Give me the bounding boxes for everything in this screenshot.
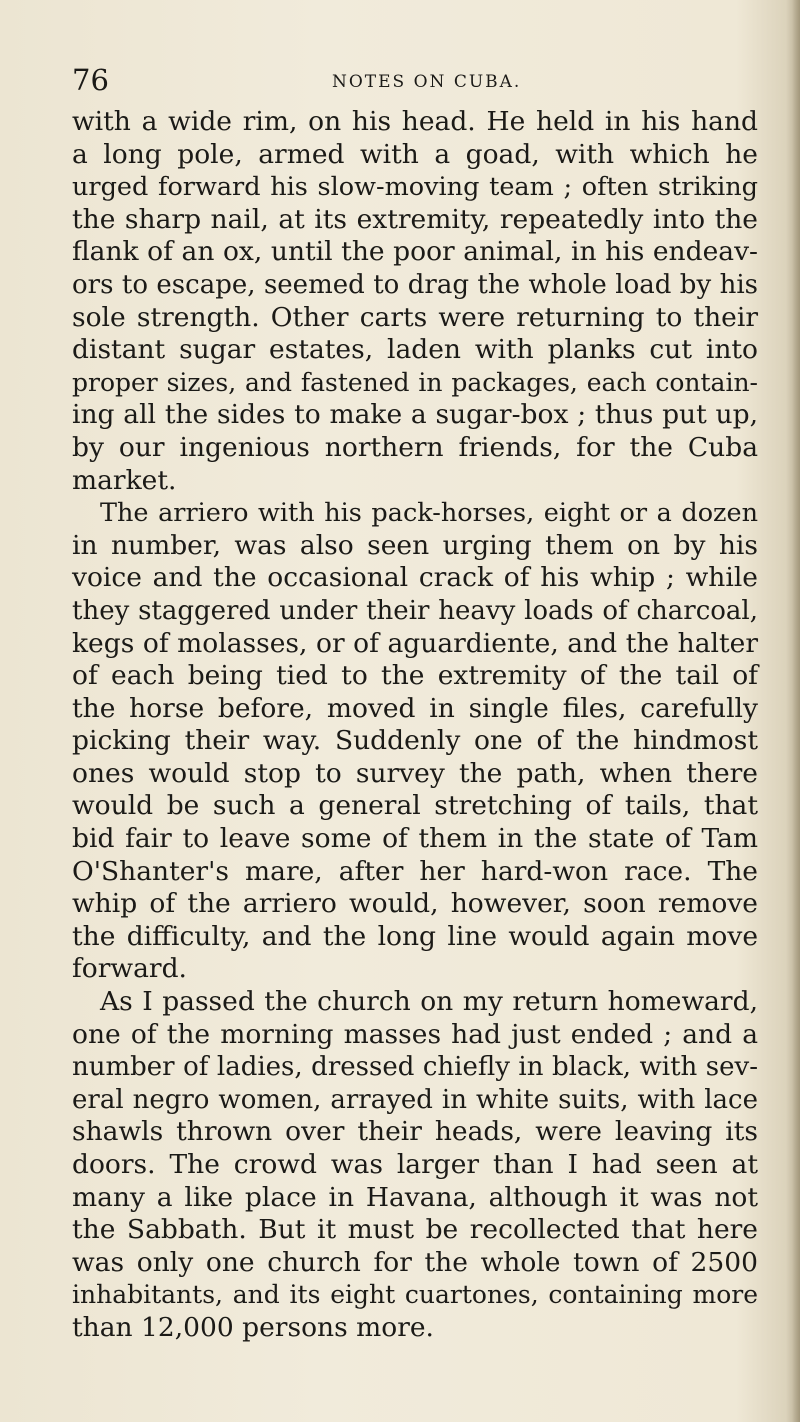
text-line: a long pole, armed with a goad, with which he <box>72 138 758 170</box>
text-line: by our ingenious northern friends, for the Cuba <box>72 431 758 463</box>
text-line: the horse before, moved in single files, carefully <box>72 692 758 724</box>
text-line: sole strength. Other carts were returning to their <box>72 301 758 333</box>
page-edge-shadow <box>786 0 800 1422</box>
text-line: shawls thrown over their heads, were leaving its <box>72 1116 758 1148</box>
text-line: bid fair to leave some of them in the state of Tam <box>72 823 758 855</box>
text-line: than 12,000 persons more. <box>72 1311 434 1343</box>
text-line: market. <box>72 464 177 496</box>
text-line: whip of the arriero would, however, soon remove <box>72 888 758 920</box>
text-line: voice and the occasional crack of his whip ; while <box>72 562 758 594</box>
text-line: forward. <box>72 953 187 985</box>
text-line: in number, was also seen urging them on by his <box>72 529 758 561</box>
text-line: inhabitants, and its eight cuartones, containing more <box>72 1280 758 1310</box>
text-line: ing all the sides to make a sugar-box ; thus put up, <box>72 399 758 431</box>
text-line: they staggered under their heavy loads of charcoal, <box>72 595 758 626</box>
text-line: ones would stop to survey the path, when there <box>72 757 758 789</box>
text-line: urged forward his slow-moving team ; often striking <box>72 172 758 203</box>
text-line: eral negro women, arrayed in white suits, with lace <box>72 1084 758 1115</box>
text-line: the sharp nail, at its extremity, repeatedly into the <box>72 203 758 235</box>
running-title: NOTES ON CUBA. <box>332 72 522 92</box>
text-line: of each being tied to the extremity of the tail of <box>72 660 758 692</box>
text-line: picking their way. Suddenly one of the hindmost <box>72 725 758 757</box>
text-line: flank of an ox, until the poor animal, in his endeav- <box>72 236 758 268</box>
running-head <box>72 64 762 96</box>
text-line: distant sugar estates, laden with planks cut into <box>72 334 758 366</box>
text-line: proper sizes, and fastened in packages, each contain- <box>72 367 758 397</box>
text-line: the difficulty, and the long line would again move <box>72 920 758 952</box>
text-line: kegs of molasses, or of aguardiente, and the halter <box>72 627 758 659</box>
text-line: doors. The crowd was larger than I had seen at <box>72 1149 758 1180</box>
text-line: ors to escape, seemed to drag the whole load by his <box>72 269 758 300</box>
text-line: The arriero with his pack-horses, eight or a dozen <box>100 498 758 529</box>
text-line: many a like place in Havana, although it was not <box>72 1181 758 1213</box>
text-line: O'Shanter's mare, after her hard-won race. The <box>72 855 758 887</box>
text-line: was only one church for the whole town of 2500 <box>72 1246 758 1278</box>
body-text <box>72 106 758 1345</box>
text-line: would be such a general stretching of tails, that <box>72 790 758 822</box>
text-line: number of ladies, dressed chiefly in black, with sev- <box>72 1052 758 1083</box>
text-line: one of the morning masses had just ended ; and a <box>72 1018 758 1050</box>
text-line: the Sabbath. But it must be recollected that here <box>72 1214 758 1246</box>
page-number: 76 <box>72 63 109 97</box>
text-line: with a wide rim, on his head. He held in his hand <box>72 106 758 137</box>
text-line: As I passed the church on my return homeward, <box>100 986 758 1018</box>
